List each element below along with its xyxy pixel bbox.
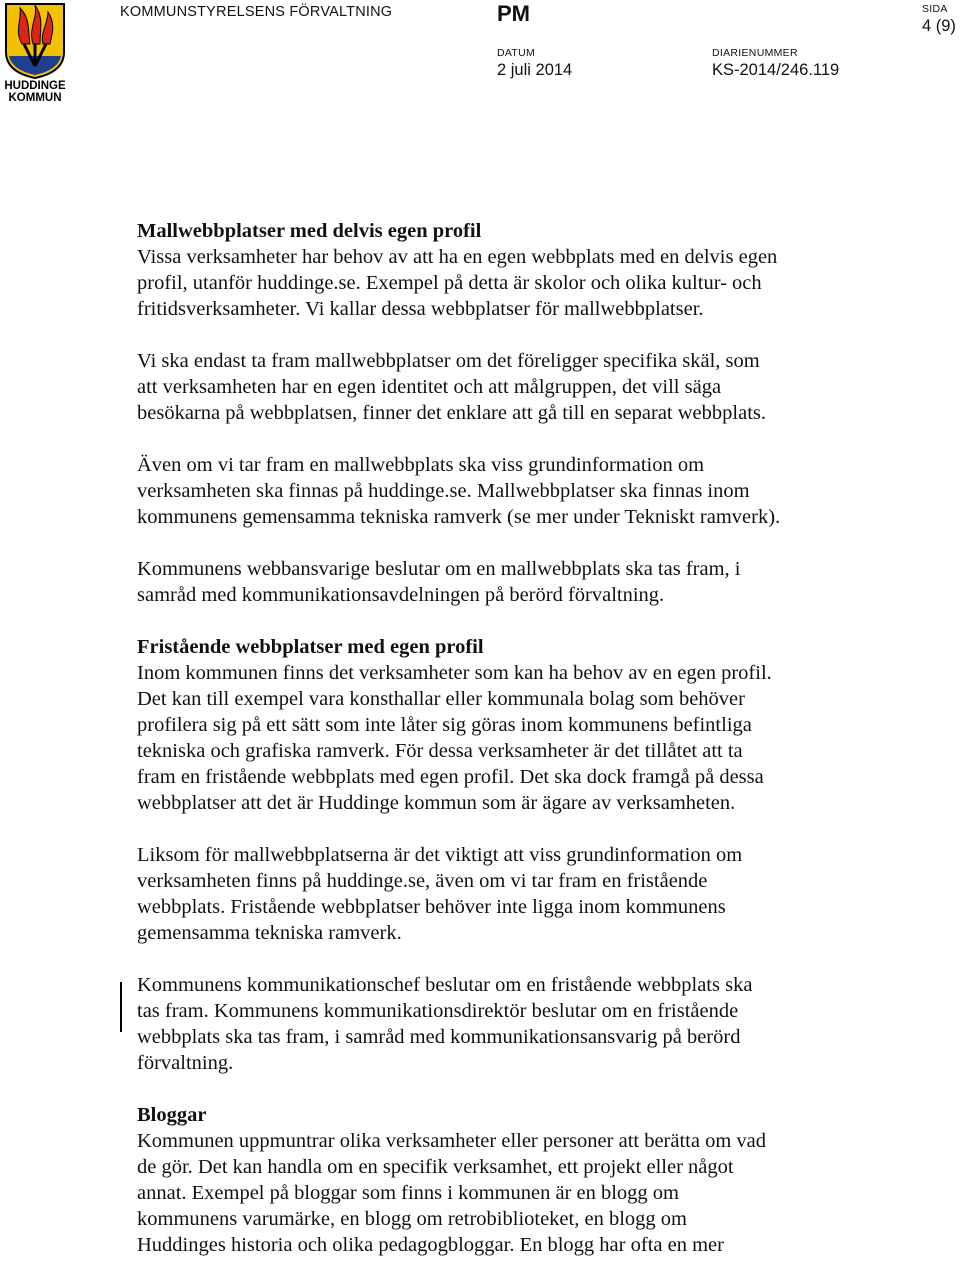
paragraph-line: tas fram. Kommunens kommunikationsdirektör beslutar om en fristående bbox=[137, 1000, 739, 1022]
paragraph-line: Inom kommunen finns det verksamheter som kan ha behov av en egen profil. bbox=[137, 662, 772, 684]
paragraph-line: webbplatser att det är Huddinge kommun som är ägare av verksamheten. bbox=[137, 792, 736, 814]
paragraph-line: samråd med kommunikationsavdelningen på berörd förvaltning. bbox=[137, 584, 665, 606]
paragraph-line: Vi ska endast ta fram mallwebbplatser om det föreligger specifika skäl, som bbox=[137, 350, 760, 372]
organization-name: KOMMUNSTYRELSENS FÖRVALTNING bbox=[120, 4, 393, 20]
date-value: 2 juli 2014 bbox=[497, 61, 573, 79]
paragraph-line: kommunens gemensamma tekniska ramverk (se mer under Tekniskt ramverk). bbox=[137, 506, 781, 528]
paragraph-line: förvaltning. bbox=[137, 1052, 234, 1074]
section-heading-bloggar: Bloggar bbox=[137, 1104, 207, 1126]
paragraph-line: webbplats ska tas fram, i samråd med kommunikationsansvarig på berörd bbox=[137, 1026, 741, 1048]
paragraph-line: Kommunens webbansvarige beslutar om en mallwebbplats ska tas fram, i bbox=[137, 558, 741, 580]
paragraph-line: tekniska och grafiska ramverk. För dessa verksamheter är det tillåtet att ta bbox=[137, 740, 743, 762]
revision-change-bar bbox=[120, 982, 122, 1032]
paragraph-line: de gör. Det kan handla om en specifik verksamhet, ett projekt eller något bbox=[137, 1156, 734, 1178]
paragraph-line: gemensamma tekniska ramverk. bbox=[137, 922, 402, 944]
paragraph-line: fritidsverksamheter. Vi kallar dessa webbplatser för mallwebbplatser. bbox=[137, 298, 704, 320]
page-number: 4 (9) bbox=[922, 17, 956, 35]
page-label: SIDA bbox=[922, 3, 948, 15]
paragraph-line: Huddinges historia och olika pedagogbloggar. En blogg har ofta en mer bbox=[137, 1234, 724, 1256]
paragraph-line: Även om vi tar fram en mallwebbplats ska viss grundinformation om bbox=[137, 454, 705, 476]
paragraph-line: verksamheten finns på huddinge.se, även om vi tar fram en fristående bbox=[137, 870, 708, 892]
paragraph-line: Vissa verksamheter har behov av att ha en egen webbplats med en delvis egen bbox=[137, 246, 778, 268]
huddinge-coat-of-arms-icon bbox=[0, 0, 70, 80]
document-type: PM bbox=[497, 1, 530, 26]
paragraph-line: Kommunens kommunikationschef beslutar om en fristående webbplats ska bbox=[137, 974, 753, 996]
paragraph-line: webbplats. Fristående webbplatser behöver inte ligga inom kommunens bbox=[137, 896, 726, 918]
logo-line-1: HUDDINGE bbox=[4, 80, 66, 92]
document-body bbox=[137, 218, 857, 1258]
date-label: DATUM bbox=[497, 47, 536, 59]
paragraph-line: verksamheten ska finnas på huddinge.se. Mallwebbplatser ska finnas inom bbox=[137, 480, 750, 502]
section-heading-mallwebbplatser: Mallwebbplatser med delvis egen profil bbox=[137, 220, 482, 242]
paragraph-line: fram en fristående webbplats med egen profil. Det ska dock framgå på dessa bbox=[137, 766, 764, 788]
paragraph-line: profilera sig på ett sätt som inte låter sig göras inom kommunens befintliga bbox=[137, 714, 752, 736]
paragraph-line: profil, utanför huddinge.se. Exempel på detta är skolor och olika kultur- och bbox=[137, 272, 762, 294]
paragraph-line: att verksamheten har en egen identitet och att målgruppen, det vill säga bbox=[137, 376, 722, 398]
section-heading-fristaende: Fristående webbplatser med egen profil bbox=[137, 636, 484, 658]
paragraph-line: annat. Exempel på bloggar som finns i kommunen är en blogg om bbox=[137, 1182, 679, 1204]
paragraph-line: Det kan till exempel vara konsthallar eller kommunala bolag som behöver bbox=[137, 688, 745, 710]
huddinge-logo bbox=[0, 0, 70, 110]
logo-line-2: KOMMUN bbox=[8, 92, 62, 104]
paragraph-line: besökarna på webbplatsen, finner det enklare att gå till en separat webbplats. bbox=[137, 402, 766, 424]
registration-number-label: DIARIENUMMER bbox=[712, 47, 798, 59]
paragraph-line: Kommunen uppmuntrar olika verksamheter eller personer att berätta om vad bbox=[137, 1130, 767, 1152]
registration-number-value: KS-2014/246.119 bbox=[712, 61, 840, 79]
paragraph-line: Liksom för mallwebbplatserna är det viktigt att viss grundinformation om bbox=[137, 844, 743, 866]
paragraph-line: kommunens varumärke, en blogg om retrobiblioteket, en blogg om bbox=[137, 1208, 687, 1230]
